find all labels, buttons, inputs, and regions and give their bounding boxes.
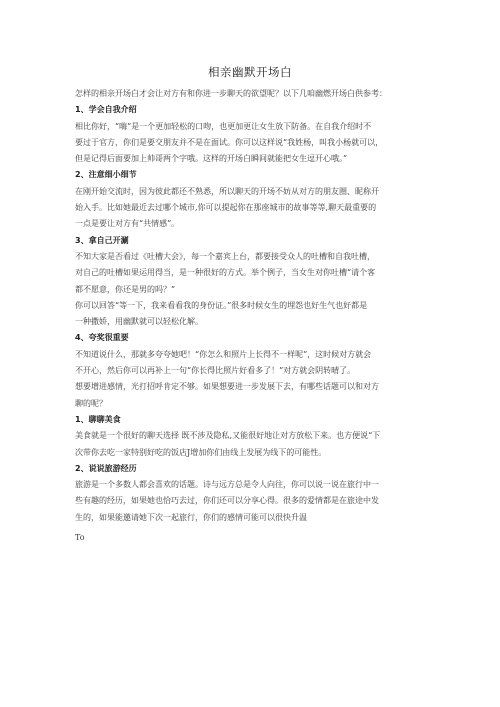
intro-paragraph: 怎样的相亲开场白才会让对方有和你进一步聊天的欲望呢？以下几咱幽燃开场白供参考：: [75, 89, 387, 98]
paragraph-line: 但是记得后面要加上帅哥两个字哦。这样的开场白瞬间就能把女生逗开心哦。”: [75, 154, 348, 164]
section-heading: 2、说说旅游经历: [75, 463, 137, 473]
paragraph-line: 在刚开始交流时，因为彼此都还不熟悉，所以聊天的开场不妨从对方的朋友圈、昵称开: [75, 186, 379, 196]
paragraph-line: 要过于官方，你们是要交朋友并不是在面试。你可以这样说“我姓杨，叫我小杨就可以，: [75, 137, 384, 147]
paragraph-line: 美食就是一个很好的聊天选择 既不涉及隐私,又能很好地让对方放松下来。也方便说“下: [75, 431, 381, 441]
paragraph-line: 生的，如果能邀请她下次一起旅行，你们的感情可能可以很快升温: [75, 512, 307, 522]
paragraph-line: 都不愿意，你还是男的吗？”: [75, 284, 176, 294]
document-body: [75, 86, 430, 546]
paragraph-line: 想要增进感情，光打招呼肯定不够。如果想要进一步发展下去，有哪些话题可以和对方: [75, 382, 379, 392]
paragraph-line: 对自己的吐槽如果运用得当，是一种很好的方式。举个例子，当女生对你吐槽“请个客: [75, 268, 376, 278]
section-heading: 2、注意细小细节: [75, 170, 137, 180]
paragraph-line: 聊的呢？: [75, 398, 107, 408]
paragraph-line: 相比你好，“嗨”是一个更加轻松的口吻，也更加更让女生放下防备。在自我介绍时不: [75, 121, 372, 131]
paragraph-line: 一点是要让对方有“共情感”。: [75, 219, 180, 229]
section-heading: 3、拿自己开涮: [75, 235, 129, 245]
paragraph-line: 次带你去吃一家特别好吃的饭店J增加你们由线上发展为线下的可能性。: [75, 447, 327, 457]
paragraph-line: 旅游是一个多数人都会喜欢的话题。诗与远方总是令人向往，你可以说一说在旅行中一: [75, 480, 379, 490]
section-heading: 4、夸奖很重要: [75, 333, 129, 343]
paragraph-line: 一种撒娇，用幽默就可以轻松化解。: [75, 317, 203, 327]
paragraph-line: 不知大家是否看过《吐槽大会》，每一个嘉宾上台，都要接受众人的吐槽和自我吐槽，: [75, 251, 375, 261]
section-heading: 1、学会自我介绍: [75, 105, 137, 115]
trailing-text: To: [75, 533, 85, 543]
paragraph-line: 始入手。比如她最近去过哪个城市,你可以提起你在那座城市的故事等等,聊天最重要的: [75, 203, 377, 213]
page-title: 相亲幽默开场白: [208, 65, 292, 79]
paragraph-line: 不开心，然后你可以再补上一句“你长得比照片好看多了！”对方就会阴转晴了。: [75, 366, 356, 376]
paragraph-line: 些有趣的经历，如果她也恰巧去过，你们还可以分享心得。很多的爱情都是在旅途中发: [75, 496, 379, 506]
paragraph-line: 你可以回答“等一下，我来看看我的身份证。”很多时候女生的埋怨也好生气也好都是: [75, 300, 368, 310]
paragraph-line: 不知道说什么，那就多夸夸她吧！“你怎么和照片上长得不一样呢”，这时候对方就会: [75, 349, 372, 359]
section-heading: 1、聊聊美食: [75, 414, 121, 424]
